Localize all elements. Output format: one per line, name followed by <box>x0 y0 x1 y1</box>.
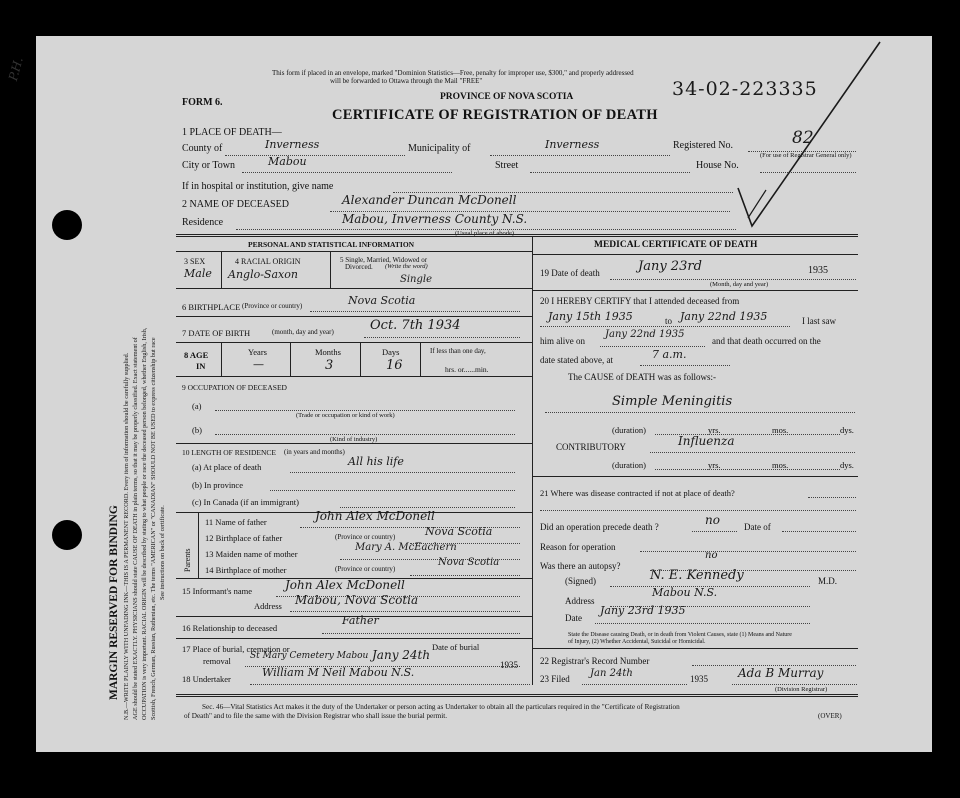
physician-signature: N. E. Kennedy <box>650 568 744 583</box>
street-label: Street <box>495 160 519 171</box>
birthplace-label: 6 BIRTHPLACE <box>182 302 241 312</box>
rule-line <box>490 155 670 156</box>
date-of-death-year: 1935 <box>808 265 828 276</box>
racial-origin-value: Anglo-Saxon <box>228 268 298 281</box>
rule-line <box>270 490 515 491</box>
binding-hole <box>52 210 82 240</box>
mother-birthplace: Nova Scotia <box>438 557 500 568</box>
rule-line <box>540 510 856 511</box>
registration-stamp-number: 34-02-223335 <box>672 78 818 100</box>
rule-line <box>176 376 532 377</box>
occupation-a-caption: (Trade or occupation or kind of work) <box>296 412 395 419</box>
municipality-label: Municipality of <box>408 143 471 154</box>
residence-value: Mabou, Inverness County N.S. <box>342 212 528 226</box>
municipality-value: Inverness <box>545 138 600 151</box>
cause-of-death: Simple Meningitis <box>612 394 733 409</box>
burial-removal-label: removal <box>203 656 231 666</box>
rule-line <box>732 684 857 685</box>
rule-line <box>215 410 515 411</box>
contracted-label: 21 Where was disease contracted if not at place of death? <box>540 488 735 498</box>
residence-length-label: 10 LENGTH OF RESIDENCE <box>182 448 276 457</box>
rule-line <box>782 531 856 532</box>
margin-line: OCCUPATION is very important. RACIAL ORIGIN will be described by stating to what people or race the deceased person belonged, whether English, Irish, <box>141 327 148 720</box>
rule-line <box>640 365 730 366</box>
rule-line <box>410 575 520 576</box>
in-province-label: (b) In province <box>192 480 243 490</box>
rule-line <box>330 251 331 288</box>
physician-address: Mabou N.S. <box>652 586 718 599</box>
parents-side-label: Parents <box>183 548 192 572</box>
certificate-title: CERTIFICATE OF REGISTRATION OF DEATH <box>332 107 658 123</box>
relationship-value: Father <box>342 614 379 627</box>
margin-title: MARGIN RESERVED FOR BINDING <box>108 505 120 700</box>
relationship-label: 16 Relationship to deceased <box>182 623 278 633</box>
rule-line <box>420 342 421 376</box>
signed-label: (Signed) <box>565 576 596 586</box>
birthplace-sub: (Province or country) <box>242 302 303 310</box>
medical-certificate-heading: MEDICAL CERTIFICATE OF DEATH <box>594 240 758 250</box>
rule-line <box>310 311 520 312</box>
rule-line <box>176 694 858 697</box>
registered-label: Registered No. <box>673 140 733 151</box>
county-value: Inverness <box>265 138 320 151</box>
house-label: House No. <box>696 160 739 171</box>
rule-line <box>176 443 532 444</box>
envelope-note: This form if placed in an envelope, marked "Dominion Statistics—Free, penalty for improper use, $300," and properly addressed <box>272 69 634 77</box>
rule-line <box>176 251 532 252</box>
informant-name: John Alex McDonell <box>285 578 405 592</box>
father-birthplace-sub: (Province or country) <box>335 533 396 541</box>
rule-line <box>545 412 855 413</box>
sex-label: 3 SEX <box>184 257 206 266</box>
rule-line <box>582 684 687 685</box>
rule-line <box>532 476 858 477</box>
occupation-b-label: (b) <box>192 425 202 435</box>
burial-date: Jany 24th <box>372 648 431 662</box>
county-label: County of <box>182 143 223 154</box>
undertaker-value: William M Neil Mabou N.S. <box>262 666 415 679</box>
residence-label: Residence <box>182 217 224 228</box>
rule-line <box>225 155 405 156</box>
alive-on-value: Jany 22nd 1935 <box>605 329 685 340</box>
marital-label-2: Divorced. <box>345 263 373 271</box>
occupation-a-label: (a) <box>192 401 202 411</box>
months-value: 3 <box>325 358 334 373</box>
rule-line <box>640 551 856 552</box>
sex-value: Male <box>184 267 212 280</box>
rule-line <box>290 472 515 473</box>
burial-date-label: Date of burial <box>432 642 480 652</box>
corner-note: P.H. <box>6 55 26 83</box>
mos-label: mos. <box>772 460 789 470</box>
rule-line <box>221 251 222 288</box>
father-name-label: 11 Name of father <box>205 517 267 527</box>
rule-line <box>176 288 532 289</box>
check-mark-icon <box>730 40 890 230</box>
father-birthplace: Nova Scotia <box>425 525 493 538</box>
footer-note-2: of Death" and to file the same with the Division Registrar who shall issue the burial permit. <box>184 712 448 720</box>
mother-maiden-name: Mary A. McEachern <box>355 542 457 553</box>
cause-duration-label: (duration) <box>612 425 646 435</box>
md-label: M.D. <box>818 576 838 586</box>
residence-caption: (Usual place of abode) <box>455 230 515 237</box>
rule-line <box>532 648 858 649</box>
rule-line <box>532 237 533 685</box>
rule-line <box>221 342 222 376</box>
dob-sub: (month, day and year) <box>272 328 334 336</box>
margin-line: See instructions on back of certificate. <box>159 505 166 600</box>
months-label: Months <box>315 347 341 357</box>
personal-info-heading: PERSONAL AND STATISTICAL INFORMATION <box>248 240 415 249</box>
province: PROVINCE OF NOVA SCOTIA <box>440 92 574 102</box>
margin-line: AGE should be stated EXACTLY. PHYSICIANS should state CAUSE OF DEATH in plain terms, so that it may be properly classified. Exact statement of <box>132 337 139 720</box>
less-than-day-note: If less than one day, <box>430 347 486 355</box>
undertaker-label: 18 Undertaker <box>182 674 231 684</box>
to-label: to <box>665 316 673 326</box>
burial-place: St Mary Cemetery Mabou <box>250 651 369 661</box>
days-label: Days <box>382 347 400 357</box>
reason-label: Reason for operation <box>540 542 616 552</box>
rule-line <box>600 346 705 347</box>
yrs-label: yrs. <box>708 425 721 435</box>
name-of-deceased-label: 2 NAME OF DECEASED <box>182 199 289 210</box>
hospital-label: If in hospital or institution, give name <box>182 181 334 192</box>
burial-place-label: 17 Place of burial, cremation or <box>182 644 290 654</box>
rule-line <box>692 531 737 532</box>
occurred-label: and that death occurred on the <box>712 336 821 346</box>
physician-date: Jany 23rd 1935 <box>600 604 686 617</box>
informant-address-label: Address <box>254 601 282 611</box>
mos-label: mos. <box>772 425 789 435</box>
hrs-min-label: hrs. or......min. <box>445 365 489 374</box>
father-name: John Alex McDonell <box>315 509 435 523</box>
rule-line <box>242 172 452 173</box>
rule-line <box>176 316 532 317</box>
rule-line <box>540 326 790 327</box>
date-caption: (Month, day and year) <box>710 281 769 288</box>
days-value: 16 <box>386 358 403 373</box>
age-label: 8 AGE <box>184 350 209 360</box>
in-canada-label: (c) In Canada (if an immigrant) <box>192 497 299 507</box>
filed-label: 23 Filed <box>540 674 570 684</box>
dys-label: dys. <box>840 460 854 470</box>
rule-line <box>808 497 856 498</box>
rule-line <box>364 337 520 338</box>
rule-line <box>250 684 530 685</box>
city-value: Mabou <box>268 155 307 168</box>
registrar-record-label: 22 Registrar's Record Number <box>540 656 650 666</box>
rule-line <box>176 638 532 639</box>
last-saw-label: I last saw <box>802 316 836 326</box>
at-place-value: All his life <box>348 455 404 468</box>
alive-on-label: him alive on <box>540 336 585 346</box>
age-label-in: IN <box>196 361 206 371</box>
attended-to: Jany 22nd 1935 <box>680 310 768 323</box>
informant-address: Mabou, Nova Scotia <box>295 593 419 607</box>
attended-from: Jany 15th 1935 <box>548 310 633 323</box>
dob-label: 7 DATE OF BIRTH <box>182 328 251 338</box>
mother-birthplace-sub: (Province or country) <box>335 565 396 573</box>
physician-address-label: Address <box>565 596 595 606</box>
rule-line <box>595 623 810 624</box>
mother-birthplace-label: 14 Birthplace of mother <box>205 565 287 575</box>
marital-value: Single <box>400 274 433 285</box>
racial-origin-label: 4 RACIAL ORIGIN <box>235 257 301 266</box>
years-value: — <box>253 358 264 371</box>
cause-label: The CAUSE of DEATH was as follows:- <box>568 372 716 382</box>
deceased-name: Alexander Duncan McDonell <box>342 193 517 207</box>
rule-line <box>198 512 199 578</box>
filed-year: 1935 <box>690 674 708 684</box>
rule-line <box>322 633 520 634</box>
margin-line: Scottish, French, German, Russian, Ruthenian, etc. The terms "AMERICAN" or "CANADIAN" SHOULD NOT BE USED to express citizenship but race <box>150 337 157 720</box>
contributory-label: CONTRIBUTORY <box>556 442 626 452</box>
dob-value: Oct. 7th 1934 <box>370 318 461 333</box>
rule-line <box>655 469 840 470</box>
autopsy-value: no <box>705 550 718 561</box>
time-of-death: 7 a.m. <box>652 348 687 361</box>
rule-line <box>532 254 858 255</box>
burial-year: 1935 <box>500 660 518 670</box>
operation-label: Did an operation precede death ? <box>540 522 659 532</box>
certify-label: 20 I HEREBY CERTIFY that I attended deceased from <box>540 296 740 306</box>
date-of-death: Jany 23rd <box>638 259 702 274</box>
marital-label: 5 Single, Married, Widowed or <box>340 256 428 264</box>
city-label: City or Town <box>182 160 236 171</box>
rule-line <box>530 172 690 173</box>
marital-instruction: (Write the word) <box>385 263 428 270</box>
physician-date-label: Date <box>565 613 582 623</box>
division-registrar-caption: (Division Registrar) <box>775 686 828 693</box>
rule-line <box>340 507 515 508</box>
over-label: (OVER) <box>818 712 842 720</box>
operation-value: no <box>705 513 720 527</box>
rule-line <box>610 279 856 280</box>
autopsy-label: Was there an autopsy? <box>540 561 621 571</box>
date-of-death-label: 19 Date of death <box>540 268 600 278</box>
informant-label: 15 Informant's name <box>182 586 252 596</box>
binding-hole <box>52 520 82 550</box>
rule-line <box>215 434 515 435</box>
rule-line <box>650 452 855 453</box>
date-stated-label: date stated above, at <box>540 355 613 365</box>
footer-note: Sec. 46—Vital Statistics Act makes it the duty of the Undertaker or person acting as Undertaker to obtain all the particulars required in the "Certificate of Registration <box>202 703 680 711</box>
filed-date: Jan 24th <box>590 668 633 679</box>
years-label: Years <box>248 347 267 357</box>
rule-line <box>532 290 858 291</box>
birthplace-value: Nova Scotia <box>348 294 416 307</box>
division-registrar-signature: Ada B Murray <box>738 666 824 680</box>
at-place-label: (a) At place of death <box>192 462 262 472</box>
yrs-label: yrs. <box>708 460 721 470</box>
rule-line <box>176 234 858 237</box>
margin-line: N.B.—WRITE PLAINLY WITH UNFADING INK—THIS IS A PERMANENT RECORD. Every item of information should be carefully supplied. <box>123 352 130 720</box>
registrar-use-caption: (For use of Registrar General only) <box>760 152 852 159</box>
contributory-cause: Influenza <box>678 434 735 448</box>
violent-causes-note: State the Disease causing Death, or in death from Violent Causes, state (1) Means and Nature <box>568 632 792 638</box>
contributory-duration-label: (duration) <box>612 460 646 470</box>
residence-length-sub: (in years and months) <box>284 448 345 456</box>
rule-line <box>290 611 520 612</box>
operation-date-label: Date of <box>744 522 771 532</box>
rule-line <box>176 342 532 343</box>
envelope-note-2: will be forwarded to Ottawa through the Mail "FREE" <box>330 77 483 85</box>
rule-line <box>360 342 361 376</box>
father-birthplace-label: 12 Birthplace of father <box>205 533 283 543</box>
registered-value: 82 <box>792 128 814 148</box>
occupation-b-caption: (Kind of industry) <box>330 436 378 443</box>
dys-label: dys. <box>840 425 854 435</box>
place-of-death-heading: 1 PLACE OF DEATH— <box>182 127 282 138</box>
occupation-label: 9 OCCUPATION OF DECEASED <box>182 383 287 392</box>
form-number: FORM 6. <box>182 97 223 108</box>
violent-causes-note-2: of Injury, (2) Whether Accidental, Suicidal or Homicidal. <box>568 639 706 645</box>
mother-maiden-name-label: 13 Maiden name of mother <box>205 549 298 559</box>
rule-line <box>290 342 291 376</box>
